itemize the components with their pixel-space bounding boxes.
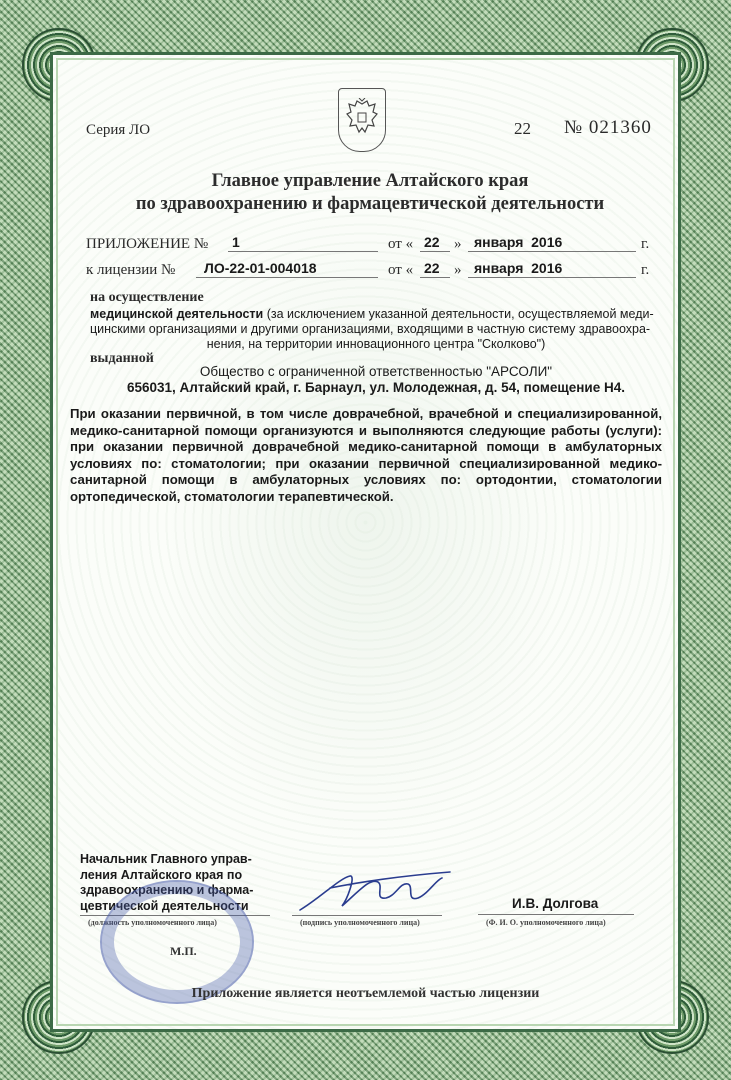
activity-line-1-rest: (за исключением указанной деятельности, осуществляемой меди- — [263, 307, 654, 321]
signatory-position-line-3: здравоохранению и фарма- — [80, 883, 254, 897]
signatory-name: И.В. Долгова — [512, 896, 599, 911]
series-number: 22 — [514, 119, 531, 138]
signature-caption: (подпись уполномоченного лица) — [300, 918, 420, 927]
appendix-label: ПРИЛОЖЕНИЕ № — [86, 236, 209, 252]
license-date-suffix: г. — [641, 262, 650, 278]
issued-to-address: 656031, Алтайский край, г. Барнаул, ул. Молодежная, д. 54, помещение Н4. — [127, 380, 625, 395]
signatory-position-line-4: цевтической деятельности — [80, 898, 249, 913]
issued-to-label: выданной — [90, 351, 154, 366]
appendix-number: 1 — [232, 234, 240, 250]
license-date-month-year: января 2016 — [474, 260, 563, 276]
license-date-mid: » — [454, 262, 462, 278]
series-label: Серия ЛО — [86, 122, 151, 138]
document-number: № 021360 — [564, 117, 652, 138]
works-description: При оказании первичной, в том числе доврачебной, врачебной и специализированной, медико-санитарной помощи организуются и выполняются следующие работы (услуги): при оказании первичной доврачебной медико-санитарной помощи в амбулаторных условиях по: стоматологии; при оказании первичной специализированной медико-санитарной помощи в амбулаторных условиях по: ортодонтии, стоматологии ортопедической, стоматологии терапевтической. — [70, 406, 662, 504]
issuer-line-2: по здравоохранению и фармацевтической деятельности — [135, 194, 605, 214]
footer-note: Приложение является неотъемлемой частью лицензии — [191, 986, 540, 1001]
license-date-prefix: от « — [388, 262, 414, 278]
issuer-line-1: Главное управление Алтайского края — [211, 171, 529, 191]
handwritten-signature-icon — [290, 868, 470, 918]
license-date-day: 22 — [424, 260, 440, 276]
activity-line-2: цинскими организациями и другими организациями, входящими в частную систему здравоохра- — [90, 322, 651, 336]
activity-line-3: нения, на территории инновационного центра "Сколково") — [206, 337, 546, 351]
appendix-date-mid: » — [454, 236, 462, 252]
appendix-date-suffix: г. — [641, 236, 650, 252]
seal-place-label: М.П. — [170, 944, 197, 958]
activity-label: на осуществление — [90, 290, 204, 305]
activity-line-1 — [90, 307, 662, 323]
activity-title: медицинской деятельности — [90, 307, 264, 321]
license-number: ЛО-22-01-004018 — [204, 260, 317, 276]
coat-of-arms-icon — [338, 88, 386, 152]
appendix-date-prefix: от « — [388, 236, 414, 252]
signatory-position-line-2: ления Алтайского края по — [80, 867, 243, 882]
issuer-title — [80, 170, 660, 216]
position-caption: (должность уполномоченного лица) — [88, 918, 217, 927]
license-label: к лицензии № — [86, 262, 176, 278]
appendix-date-day: 22 — [424, 234, 440, 250]
name-caption: (Ф. И. О. уполномоченного лица) — [486, 918, 606, 927]
issued-to-org: Общество с ограниченной ответственностью "АРСОЛИ" — [199, 364, 553, 379]
signatory-position-line-1: Начальник Главного управ- — [80, 852, 252, 866]
appendix-date-month-year: января 2016 — [474, 234, 563, 250]
